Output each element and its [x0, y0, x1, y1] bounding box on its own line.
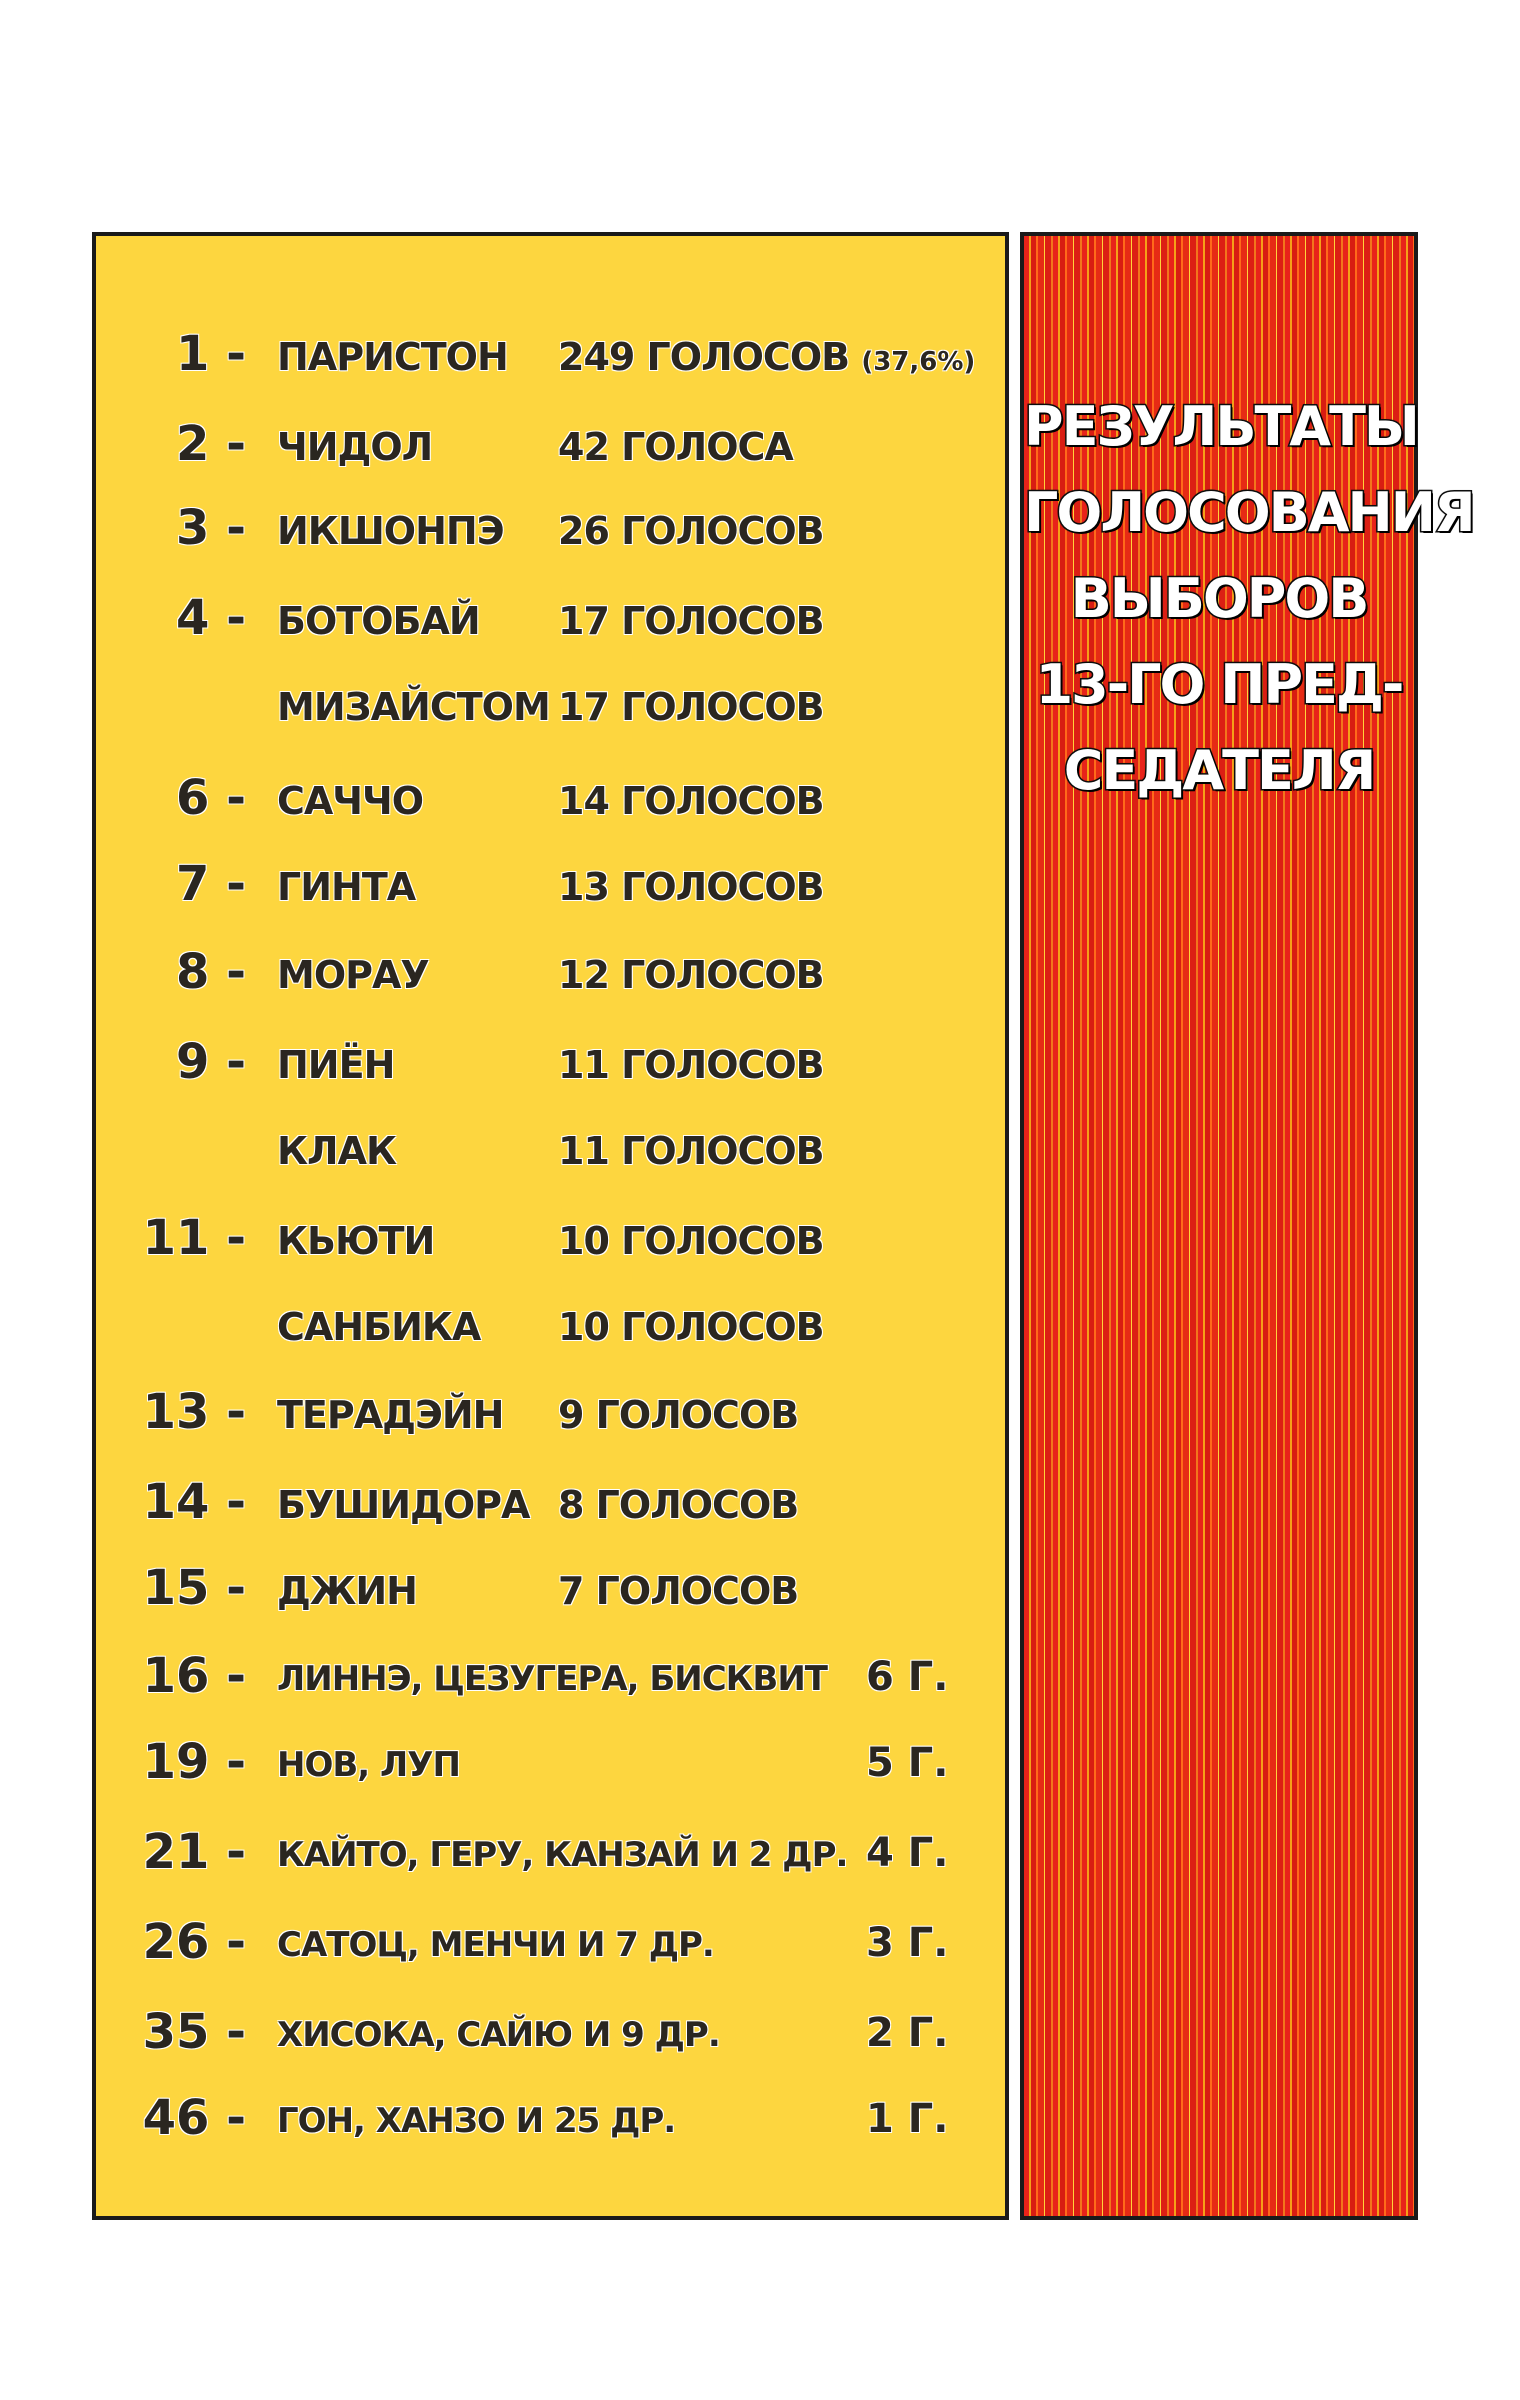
vote-count: 3 Г. — [866, 1920, 949, 1966]
result-row — [96, 1032, 1013, 1092]
result-row — [96, 588, 1013, 648]
vote-count: 9 ГОЛОСОВ — [558, 1393, 799, 1437]
results-panel — [92, 232, 1009, 2220]
candidate-names: НОВ, ЛУП — [277, 1745, 460, 1785]
vote-count: 26 ГОЛОСОВ — [558, 509, 824, 553]
vote-count: 1 Г. — [866, 2096, 949, 2142]
group-result-row — [96, 1912, 1013, 1972]
candidate-name: САНБИКА — [277, 1305, 481, 1349]
rank-label: 35 - — [142, 2004, 246, 2060]
title-line: ВЫБОРОВ — [1070, 567, 1368, 630]
rank-label: 6 - — [175, 770, 246, 826]
result-row — [96, 1294, 1013, 1354]
result-row — [96, 942, 1013, 1002]
candidate-name: ИКШОНПЭ — [277, 509, 504, 553]
vote-count: 42 ГОЛОСА — [558, 425, 793, 469]
vote-count: 6 Г. — [866, 1654, 949, 1700]
group-result-row — [96, 1732, 1013, 1792]
title-line: РЕЗУЛЬТАТЫ — [1024, 395, 1418, 458]
group-result-row — [96, 1646, 1013, 1706]
rank-label: 16 - — [142, 1648, 246, 1704]
candidate-names: ХИСОКА, САЙЮ И 9 ДР. — [277, 2015, 720, 2055]
candidate-names: САТОЦ, МЕНЧИ И 7 ДР. — [277, 1925, 714, 1965]
vote-percentage: (37,6%) — [861, 347, 976, 377]
page-title — [1024, 384, 1474, 814]
vote-count: 12 ГОЛОСОВ — [558, 953, 824, 997]
rank-label: 15 - — [142, 1560, 246, 1616]
rank-label: 19 - — [142, 1734, 246, 1790]
candidate-name: МИЗАЙСТОМ — [277, 685, 550, 729]
result-row — [96, 324, 1013, 384]
result-row — [96, 854, 1013, 914]
rank-label: 46 - — [142, 2090, 246, 2146]
vote-count: 10 ГОЛОСОВ — [558, 1219, 824, 1263]
result-row — [96, 1558, 1013, 1618]
vote-count: 17 ГОЛОСОВ — [558, 599, 824, 643]
vote-count: 10 ГОЛОСОВ — [558, 1305, 824, 1349]
vote-count: 14 ГОЛОСОВ — [558, 779, 824, 823]
result-row — [96, 1472, 1013, 1532]
result-row — [96, 674, 1013, 734]
candidate-name: ПИЁН — [277, 1043, 395, 1087]
candidate-names: ЛИННЭ, ЦЕЗУГЕРА, БИСКВИТ — [277, 1659, 827, 1699]
vote-count: 11 ГОЛОСОВ — [558, 1043, 824, 1087]
vote-count-text: 249 ГОЛОСОВ — [558, 335, 850, 379]
title-panel — [1020, 232, 1474, 2220]
group-result-row — [96, 2088, 1013, 2148]
candidate-name: БОТОБАЙ — [277, 599, 480, 643]
rank-label: 8 - — [175, 944, 246, 1000]
candidate-name: БУШИДОРА — [277, 1483, 530, 1527]
vote-count: 8 ГОЛОСОВ — [558, 1483, 799, 1527]
title-line: СЕДАТЕЛЯ — [1063, 739, 1375, 802]
candidate-names: КАЙТО, ГЕРУ, КАНЗАЙ И 2 ДР. — [277, 1835, 848, 1875]
candidate-name: ТЕРАДЭЙН — [277, 1393, 504, 1437]
vote-count: 7 ГОЛОСОВ — [558, 1569, 799, 1613]
rank-label: 3 - — [175, 500, 246, 556]
rank-label: 1 - — [175, 326, 246, 382]
vote-count — [558, 332, 975, 387]
result-row — [96, 1118, 1013, 1178]
rank-label: 14 - — [142, 1474, 246, 1530]
candidate-name: ЧИДОЛ — [277, 425, 433, 469]
result-row — [96, 1382, 1013, 1442]
rank-label: 2 - — [175, 416, 246, 472]
group-result-row — [96, 2002, 1013, 2062]
candidate-name: ПАРИСТОН — [277, 335, 508, 379]
candidate-name: САЧЧО — [277, 779, 424, 823]
candidate-name: ДЖИН — [277, 1569, 417, 1613]
rank-label: 4 - — [175, 590, 246, 646]
vote-count: 17 ГОЛОСОВ — [558, 685, 824, 729]
rank-label: 9 - — [175, 1034, 246, 1090]
result-row — [96, 498, 1013, 558]
candidate-name: КЛАК — [277, 1129, 397, 1173]
group-result-row — [96, 1822, 1013, 1882]
result-row — [96, 768, 1013, 828]
vote-count: 4 Г. — [866, 1830, 949, 1876]
rank-label: 13 - — [142, 1384, 246, 1440]
rank-label: 7 - — [175, 856, 246, 912]
rank-label: 11 - — [142, 1210, 246, 1266]
candidate-name: ГИНТА — [277, 865, 416, 909]
result-row — [96, 414, 1013, 474]
vote-count: 2 Г. — [866, 2010, 949, 2056]
candidate-name: КЬЮТИ — [277, 1219, 435, 1263]
title-line: 13-ГО ПРЕД- — [1035, 653, 1403, 716]
vote-count: 13 ГОЛОСОВ — [558, 865, 824, 909]
vote-count: 11 ГОЛОСОВ — [558, 1129, 824, 1173]
title-line: ГОЛОСОВАНИЯ — [1024, 481, 1474, 544]
vote-count: 5 Г. — [866, 1740, 949, 1786]
rank-label: 21 - — [142, 1824, 246, 1880]
result-row — [96, 1208, 1013, 1268]
candidate-name: МОРАУ — [277, 953, 429, 997]
rank-label: 26 - — [142, 1914, 246, 1970]
candidate-names: ГОН, ХАНЗО И 25 ДР. — [277, 2101, 676, 2141]
